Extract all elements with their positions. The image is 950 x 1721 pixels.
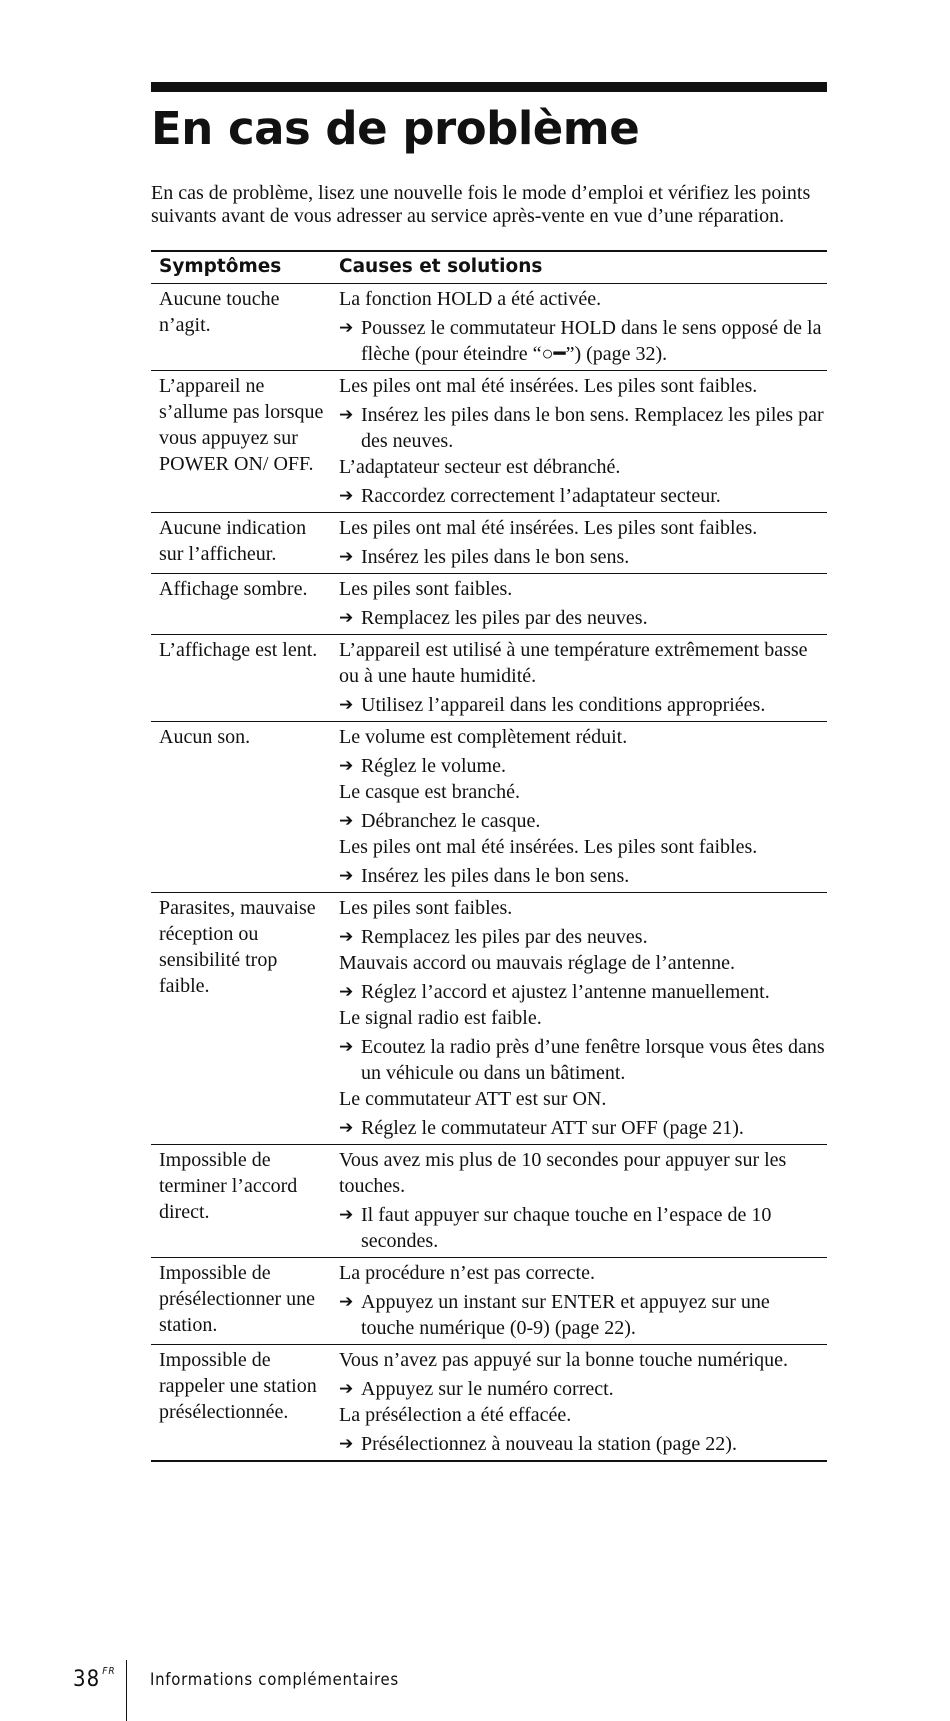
cause-line: Le signal radio est faible. <box>339 1007 542 1029</box>
cause-line: Les piles ont mal été insérées. Les piles sont faibles. <box>339 375 758 397</box>
symptom-cell: Aucune touche n’agit. <box>159 288 280 336</box>
cause-line: La présélection a été effacée. <box>339 1404 572 1426</box>
solution-line <box>339 1376 827 1402</box>
solution-line <box>339 483 827 509</box>
arrow-right-icon: ➔ <box>339 486 354 506</box>
solution-line <box>339 979 827 1005</box>
symptom-cell: Impossible de présélectionner une station. <box>151 1258 339 1345</box>
arrow-right-icon: ➔ <box>339 318 354 338</box>
arrow-right-icon: ➔ <box>339 405 354 425</box>
solution-line <box>339 692 827 718</box>
symptom-cell: L’appareil ne s’allume pas lorsque vous appuyez sur POWER ON/ OFF. <box>151 371 339 513</box>
arrow-right-icon: ➔ <box>339 547 354 567</box>
symptom-cell: Impossible de terminer l’accord direct. <box>151 1145 339 1258</box>
solution-text: Présélectionnez à nouveau la station (page 22). <box>361 1433 737 1455</box>
symptom-cell: L’affichage est lent. <box>151 635 339 722</box>
troubleshooting-table <box>151 250 827 1462</box>
solution-text: Il faut appuyer sur chaque touche en l’espace de 10 secondes. <box>361 1204 772 1252</box>
solution-text: Utilisez l’appareil dans les conditions appropriées. <box>361 694 766 716</box>
causes-cell <box>339 1258 827 1345</box>
table-row <box>151 284 827 371</box>
solution-text: Insérez les piles dans le bon sens. <box>361 546 630 568</box>
symptom-cell: Affichage sombre. <box>151 574 339 635</box>
table-row <box>151 574 827 635</box>
arrow-right-icon: ➔ <box>339 1037 354 1057</box>
solution-line <box>339 1431 827 1457</box>
cause-line: L’appareil est utilisé à une température extrêmement basse ou à une haute humidité. <box>339 639 808 687</box>
intro-paragraph: En cas de problème, lisez une nouvelle fois le mode d’emploi et vérifiez les points suivants avant de vous adresser au service après-vente en vue d’une réparation. <box>151 182 811 227</box>
causes-cell <box>339 574 827 635</box>
arrow-right-icon: ➔ <box>339 1379 354 1399</box>
solution-line <box>339 1115 827 1141</box>
table-row <box>151 1345 827 1462</box>
cause-line: Les piles sont faibles. <box>339 578 513 600</box>
cause-line: Les piles ont mal été insérées. Les piles sont faibles. <box>339 517 758 539</box>
title-rule <box>151 82 827 92</box>
table-row <box>151 893 827 1145</box>
cause-line: Le casque est branché. <box>339 781 521 803</box>
solution-line <box>339 753 827 779</box>
cause-line: La fonction HOLD a été activée. <box>339 288 602 310</box>
causes-cell <box>339 371 827 513</box>
cause-line: Mauvais accord ou mauvais réglage de l’antenne. <box>339 952 735 974</box>
causes-cell <box>339 1345 827 1462</box>
solution-text: Insérez les piles dans le bon sens. Remplacez les piles par des neuves. <box>361 404 824 452</box>
arrow-right-icon: ➔ <box>339 982 354 1002</box>
page-number <box>73 1666 116 1692</box>
cause-line: Le commutateur ATT est sur ON. <box>339 1088 607 1110</box>
solution-line <box>339 924 827 950</box>
symptoms-header: Symptômes <box>151 251 339 284</box>
cause-line: Les piles ont mal été insérées. Les piles sont faibles. <box>339 836 758 858</box>
cause-line: Le volume est complètement réduit. <box>339 726 628 748</box>
solution-line <box>339 315 827 367</box>
footer-divider <box>126 1660 127 1721</box>
arrow-right-icon: ➔ <box>339 695 354 715</box>
solution-text: Réglez l’accord et ajustez l’antenne manuellement. <box>361 981 770 1003</box>
table-row <box>151 513 827 574</box>
solution-text: Réglez le volume. <box>361 755 506 777</box>
arrow-right-icon: ➔ <box>339 1434 354 1454</box>
solution-text: Réglez le commutateur ATT sur OFF (page 21). <box>361 1117 744 1139</box>
arrow-right-icon: ➔ <box>339 1118 354 1138</box>
solution-line <box>339 1202 827 1254</box>
solution-text: Remplacez les piles par des neuves. <box>361 926 648 948</box>
arrow-right-icon: ➔ <box>339 608 354 628</box>
causes-cell <box>339 635 827 722</box>
page-language: FR <box>102 1666 116 1677</box>
solution-text: Débranchez le casque. <box>361 810 541 832</box>
cause-line: L’adaptateur secteur est débranché. <box>339 456 621 478</box>
table-row <box>151 371 827 513</box>
cause-line: Les piles sont faibles. <box>339 897 513 919</box>
page-content <box>151 82 827 1462</box>
symptom-cell: Parasites, mauvaise réception ou sensibilité trop faible. <box>151 893 339 1145</box>
table-row <box>151 635 827 722</box>
page-number-value: 38 <box>73 1667 101 1692</box>
causes-cell <box>339 1145 827 1258</box>
arrow-right-icon: ➔ <box>339 1205 354 1225</box>
arrow-right-icon: ➔ <box>339 927 354 947</box>
cause-line: Vous avez mis plus de 10 secondes pour appuyer sur les touches. <box>339 1149 787 1197</box>
symptom-cell: Aucun son. <box>151 722 339 893</box>
table-body <box>151 284 827 1462</box>
solution-text: Appuyez un instant sur ENTER et appuyez sur une touche numérique (0-9) (page 22). <box>361 1291 770 1339</box>
solution-text: Raccordez correctement l’adaptateur secteur. <box>361 485 721 507</box>
solution-line <box>339 1034 827 1086</box>
solution-line <box>339 863 827 889</box>
solution-text: Appuyez sur le numéro correct. <box>361 1378 614 1400</box>
solution-line <box>339 1289 827 1341</box>
arrow-right-icon: ➔ <box>339 811 354 831</box>
symptom-cell: Impossible de rappeler une station présélectionnée. <box>151 1345 339 1462</box>
table-row <box>151 722 827 893</box>
causes-cell <box>339 893 827 1145</box>
table-row <box>151 1145 827 1258</box>
arrow-right-icon: ➔ <box>339 866 354 886</box>
causes-cell <box>339 722 827 893</box>
table-row <box>151 1258 827 1345</box>
solution-line <box>339 808 827 834</box>
solution-text: Poussez le commutateur HOLD dans le sens opposé de la flèche (pour éteindre “○━”) (page 32). <box>361 317 822 365</box>
solution-text: Ecoutez la radio près d’une fenêtre lorsque vous êtes dans un véhicule ou dans un bâtiment. <box>361 1036 825 1084</box>
table-header-row <box>151 251 827 284</box>
page-title: En cas de problème <box>151 102 640 155</box>
causes-header: Causes et solutions <box>339 251 827 284</box>
causes-cell <box>339 513 827 574</box>
section-label: Informations complémentaires <box>150 1670 399 1690</box>
cause-line: La procédure n’est pas correcte. <box>339 1262 595 1284</box>
solution-line <box>339 544 827 570</box>
solution-line <box>339 605 827 631</box>
symptom-cell: Aucune indication sur l’afficheur. <box>151 513 339 574</box>
solution-text: Remplacez les piles par des neuves. <box>361 607 648 629</box>
arrow-right-icon: ➔ <box>339 756 354 776</box>
arrow-right-icon: ➔ <box>339 1292 354 1312</box>
causes-cell <box>339 284 827 371</box>
cause-line: Vous n’avez pas appuyé sur la bonne touche numérique. <box>339 1349 788 1371</box>
solution-line <box>339 402 827 454</box>
solution-text: Insérez les piles dans le bon sens. <box>361 865 630 887</box>
